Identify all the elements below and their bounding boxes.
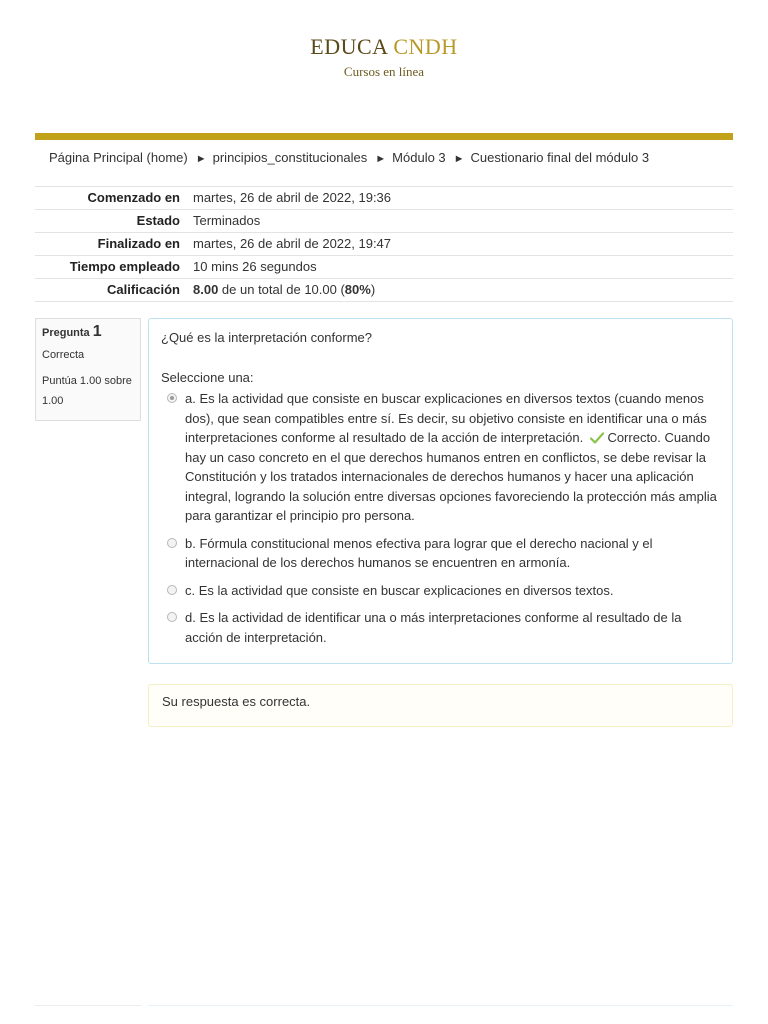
answer-option-b[interactable] [161,534,720,573]
site-header [0,34,768,80]
answer-c-text: c. Es la actividad que consiste en buscar explicaciones en diversos textos. [185,582,614,598]
radio-d[interactable] [167,612,177,622]
state-label: Estado [136,213,180,228]
question-text: ¿Qué es la interpretación conforme? [161,330,372,345]
next-question-info-edge [35,1005,141,1006]
grade-value [186,279,733,302]
question-info-panel [35,318,141,421]
breadcrumb [49,150,649,165]
breadcrumb-home[interactable]: Página Principal (home) [49,150,188,165]
question-grade: Puntúa 1.00 sobre 1.00 [42,375,132,407]
question-label: Pregunta [42,327,90,339]
answer-option-c[interactable] [161,581,720,601]
logo-word-educa: EDUCA [310,34,388,59]
radio-a[interactable] [167,393,177,403]
breadcrumb-separator: ► [195,153,207,165]
radio-b[interactable] [167,538,177,548]
question-state: Correcta [42,349,85,361]
next-question-content-edge [148,1005,733,1006]
grade-percent: 80% [344,282,371,297]
summary-row-finished [35,233,733,256]
summary-row-state [35,210,733,233]
grade-score: 8.00 [193,282,219,297]
question-number [42,323,134,341]
summary-row-grade [35,279,733,302]
header-divider [35,133,733,140]
time-value: 10 mins 26 segundos [193,259,317,274]
answer-prompt: Seleccione una: [161,369,254,385]
summary-row-started [35,187,733,210]
summary-row-time [35,256,733,279]
question-number-value: 1 [92,323,102,340]
general-feedback [148,684,733,727]
attempt-summary-table [35,186,733,302]
started-value: martes, 26 de abril de 2022, 19:36 [193,190,392,205]
answer-option-a[interactable] [161,389,720,526]
finished-label: Finalizado en [97,236,180,251]
site-logo[interactable] [0,34,768,60]
breadcrumb-module[interactable]: Módulo 3 [392,150,446,165]
answer-d-text: d. Es la actividad de identificar una o más interpretaciones conforme al resultado de la acción de interpretación. [185,610,682,645]
check-icon [590,432,604,444]
breadcrumb-separator: ► [375,153,387,165]
radio-c[interactable] [167,585,177,595]
answer-option-d[interactable] [161,608,720,647]
breadcrumb-course[interactable]: principios_constitucionales [212,150,368,165]
grade-close: ) [370,282,376,297]
site-subtitle: Cursos en línea [343,64,425,79]
answer-a-text: a. Es la actividad que consiste en buscar explicaciones en diversos textos (cuando menos dos), que sean compatibles entre sí. Es decir, su objetivo consiste en identificar una o más interpretaciones conforme al resultado de la acción de interpretación. [185,391,707,445]
time-label: Tiempo empleado [69,259,180,274]
answer-a-feedback: Correcto. Cuando hay un caso concreto en el que derechos humanos entren en conflictos, se debe revisar la Constitución y los tratados internacionales de derechos humanos y hacer una aplicación integral, logrando la solución entre diversas opciones favoreciendo la protección más amplia para garantizar el principio pro persona. [185,430,717,523]
finished-value: martes, 26 de abril de 2022, 19:47 [193,236,392,251]
state-value: Terminados [193,213,261,228]
logo-word-cndh: CNDH [393,34,458,59]
started-label: Comenzado en [87,190,180,205]
feedback-text: Su respuesta es correcta. [162,694,311,709]
grade-total: de un total de 10.00 ( [218,282,345,297]
breadcrumb-quiz[interactable]: Cuestionario final del módulo 3 [470,150,650,165]
breadcrumb-separator: ► [453,153,465,165]
answer-b-text: b. Fórmula constitucional menos efectiva para lograr que el derecho nacional y el internacional de los derechos humanos se encuentren en armonía. [185,535,653,570]
question-content [148,318,733,664]
grade-label: Calificación [107,282,180,297]
